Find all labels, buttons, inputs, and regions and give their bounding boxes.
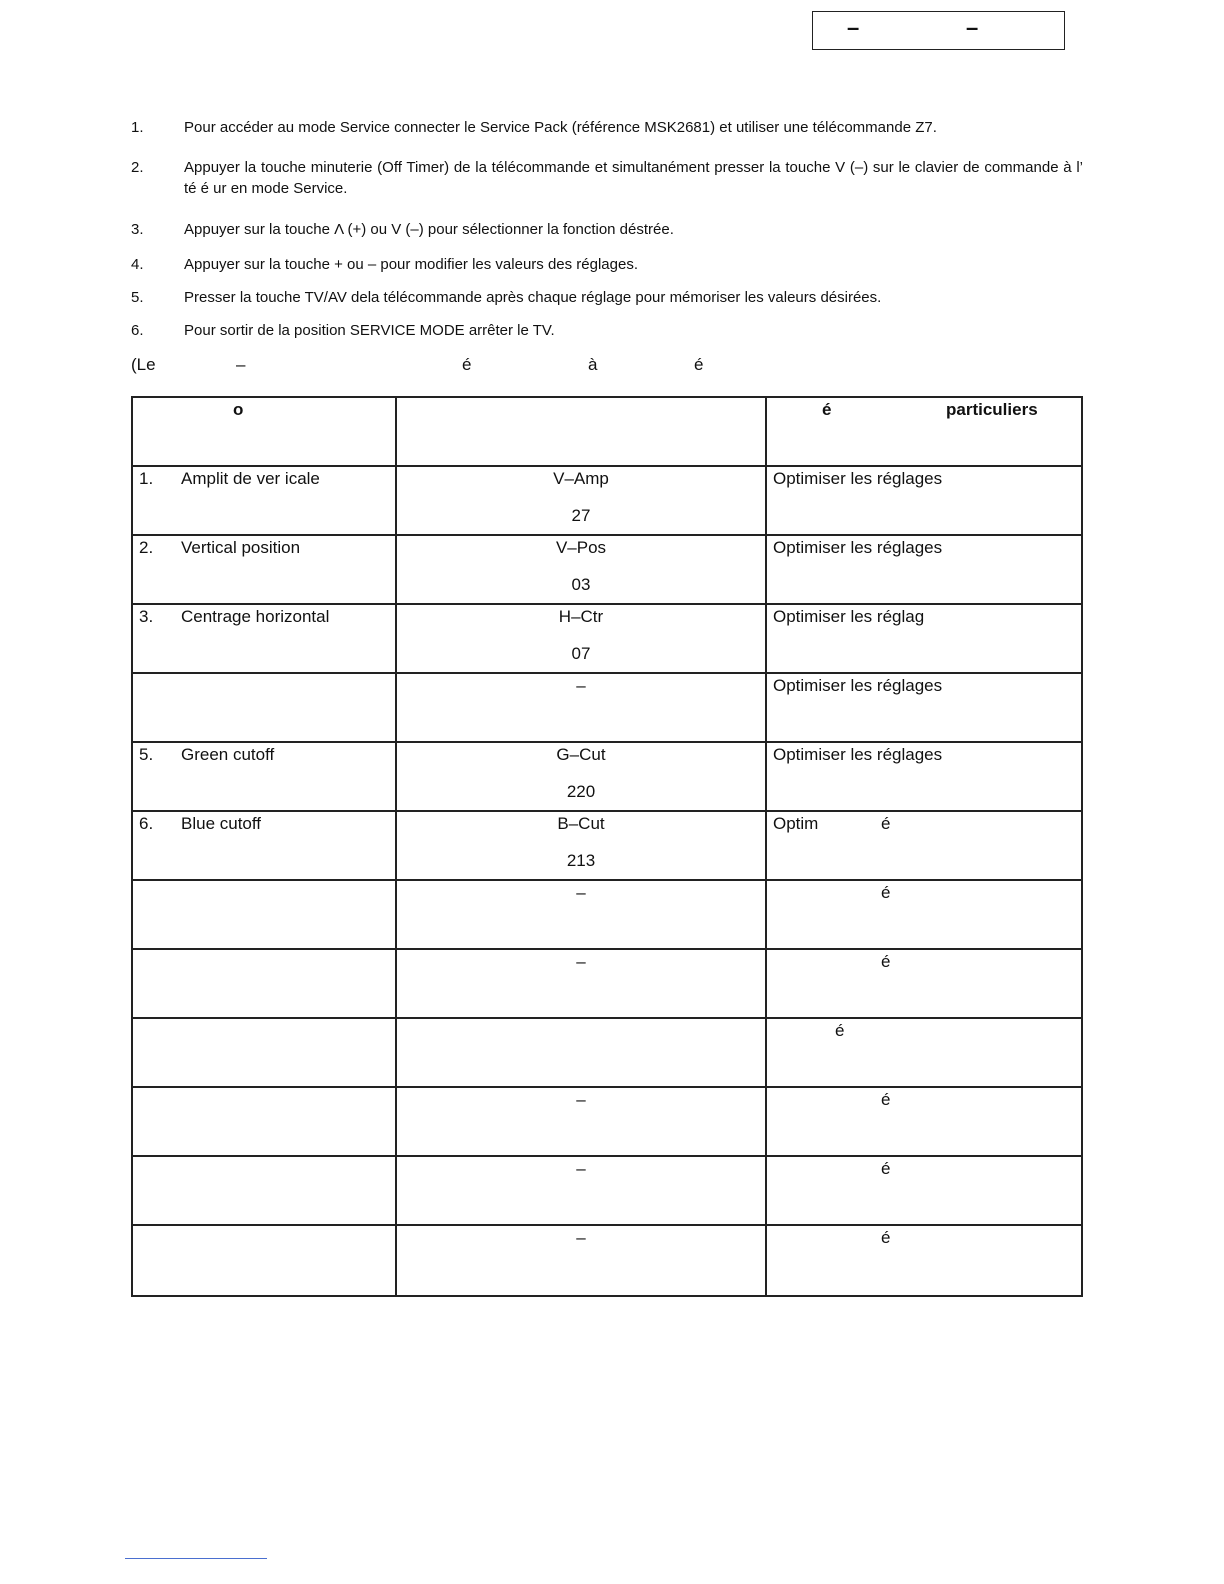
param-name: Centrage horizontal: [181, 607, 330, 626]
table-row: [133, 1088, 1081, 1157]
code-text: B–Cut: [557, 814, 605, 833]
code-text: –: [576, 1228, 586, 1247]
remark-cell: [767, 743, 1081, 810]
remark-text: Optimiser les réglages: [773, 469, 943, 488]
value-text: 213: [566, 851, 596, 870]
remark-cell: [767, 950, 1081, 1017]
code-text: –: [576, 1159, 586, 1178]
param-cell: [133, 1088, 397, 1155]
remark-fragment: é: [835, 1021, 845, 1040]
remark-text: Optimiser les réglages: [773, 676, 943, 695]
remark-text: Optimiser les réglages: [773, 538, 943, 557]
table-row: [133, 743, 1081, 812]
code-text: –: [576, 883, 586, 902]
value-text: 03: [571, 575, 591, 594]
code-cell: [397, 881, 767, 948]
step-text: Pour accéder au mode Service connecter le Service Pack (référence MSK2681) et utiliser une télécommande Z7.: [184, 119, 937, 136]
remark-fragment: é: [881, 1090, 891, 1109]
header-cell-remarks: [767, 398, 1081, 465]
table-row: [133, 467, 1081, 536]
note-fragment: é: [694, 355, 704, 374]
param-cell: [133, 1226, 397, 1295]
note-fragment: à: [588, 355, 598, 374]
remark-fragment: é: [881, 883, 891, 902]
remark-fragment: é: [881, 952, 891, 971]
code-text: –: [576, 952, 586, 971]
note-fragment: é: [462, 355, 472, 374]
header-box: [812, 11, 1065, 50]
table-row: [133, 1226, 1081, 1295]
row-number: 1.: [139, 469, 154, 488]
code-cell: [397, 812, 767, 879]
step-6: [131, 320, 1083, 341]
step-5: [131, 287, 1083, 308]
remark-cell: [767, 1088, 1081, 1155]
step-text: Presser la touche TV/AV dela télécommande après chaque réglage pour mémoriser les valeurs désirées.: [184, 289, 882, 306]
table-row: [133, 812, 1081, 881]
step-text: Pour sortir de la position SERVICE MODE arrêter le TV.: [184, 322, 555, 339]
value-text: 220: [566, 782, 596, 801]
remark-cell: [767, 467, 1081, 534]
row-number: 2.: [139, 538, 154, 557]
param-cell: [133, 881, 397, 948]
settings-table: [131, 396, 1083, 1297]
table-row: [133, 881, 1081, 950]
remark-text: Optimiser les réglag: [773, 607, 925, 626]
code-cell: [397, 467, 767, 534]
code-cell: [397, 1157, 767, 1224]
remark-cell: [767, 881, 1081, 948]
remark-fragment: é: [881, 1159, 891, 1178]
table-row: [133, 950, 1081, 1019]
note-fragment: (Le: [131, 355, 156, 374]
remark-cell: [767, 812, 1081, 879]
remark-fragment: é: [881, 814, 891, 833]
code-cell: [397, 674, 767, 741]
code-cell: [397, 950, 767, 1017]
row-number: 3.: [139, 607, 154, 626]
value-text: 07: [571, 644, 591, 663]
row-number: 6.: [139, 814, 154, 833]
note-line: [131, 355, 1083, 377]
param-cell: [133, 812, 397, 879]
code-cell: [397, 743, 767, 810]
remark-cell: [767, 605, 1081, 672]
footer-link-line: [125, 1558, 267, 1559]
header-text: é: [822, 400, 832, 419]
table-row: [133, 605, 1081, 674]
param-cell: [133, 605, 397, 672]
param-cell: [133, 1019, 397, 1086]
step-number: 5.: [131, 289, 144, 306]
code-cell: [397, 536, 767, 603]
header-cell-parameter: [133, 398, 397, 465]
header-text: particuliers: [946, 400, 1038, 419]
header-dash-1: –: [847, 15, 860, 40]
param-cell: [133, 950, 397, 1017]
table-row: [133, 536, 1081, 605]
code-text: –: [576, 1090, 586, 1109]
step-text: Appuyer sur la touche Λ (+) ou V (–) pour sélectionner la fonction déstrée.: [184, 221, 674, 238]
remark-cell: [767, 1019, 1081, 1086]
param-cell: [133, 536, 397, 603]
code-cell: [397, 1226, 767, 1295]
step-2: [131, 157, 1083, 199]
param-name: Green cutoff: [181, 745, 275, 764]
table-row: [133, 1157, 1081, 1226]
step-number: 3.: [131, 221, 144, 238]
remark-cell: [767, 1157, 1081, 1224]
remark-text: Optimiser les réglages: [773, 745, 943, 764]
table-row: [133, 1019, 1081, 1088]
param-name: Blue cutoff: [181, 814, 262, 833]
step-3: [131, 219, 1083, 240]
param-name: Amplit de ver icale: [181, 469, 320, 488]
code-text: V–Pos: [555, 538, 607, 557]
step-4: [131, 254, 1083, 275]
remark-cell: [767, 1226, 1081, 1295]
table-header-row: [133, 398, 1081, 467]
code-cell: [397, 1019, 767, 1086]
step-number: 2.: [131, 159, 144, 176]
header-dash-2: –: [966, 15, 979, 40]
code-text: H–Ctr: [558, 607, 604, 626]
param-name: Vertical position: [181, 538, 301, 557]
param-cell: [133, 467, 397, 534]
remark-cell: [767, 536, 1081, 603]
code-text: –: [576, 676, 586, 695]
header-cell-code: [397, 398, 767, 465]
step-1: [131, 117, 1083, 138]
code-text: V–Amp: [553, 469, 609, 488]
value-text: 27: [571, 506, 591, 525]
remark-text: Optim: [773, 814, 819, 833]
param-cell: [133, 674, 397, 741]
step-text: Appuyer la touche minuterie (Off Timer) de la télécommande et simultanément presser la touche V (–) sur le clavier de commande à l’ té é ur en mode Service.: [184, 159, 1083, 197]
code-cell: [397, 1088, 767, 1155]
step-number: 4.: [131, 256, 144, 273]
remark-fragment: é: [881, 1228, 891, 1247]
note-fragment: –: [236, 355, 246, 374]
param-cell: [133, 1157, 397, 1224]
step-number: 1.: [131, 119, 144, 136]
step-number: 6.: [131, 322, 144, 339]
table-row: [133, 674, 1081, 743]
param-cell: [133, 743, 397, 810]
code-text: G–Cut: [556, 745, 606, 764]
step-text: Appuyer sur la touche + ou – pour modifier les valeurs des réglages.: [184, 256, 639, 273]
header-text: o: [233, 400, 244, 419]
remark-cell: [767, 674, 1081, 741]
row-number: 5.: [139, 745, 154, 764]
code-cell: [397, 605, 767, 672]
